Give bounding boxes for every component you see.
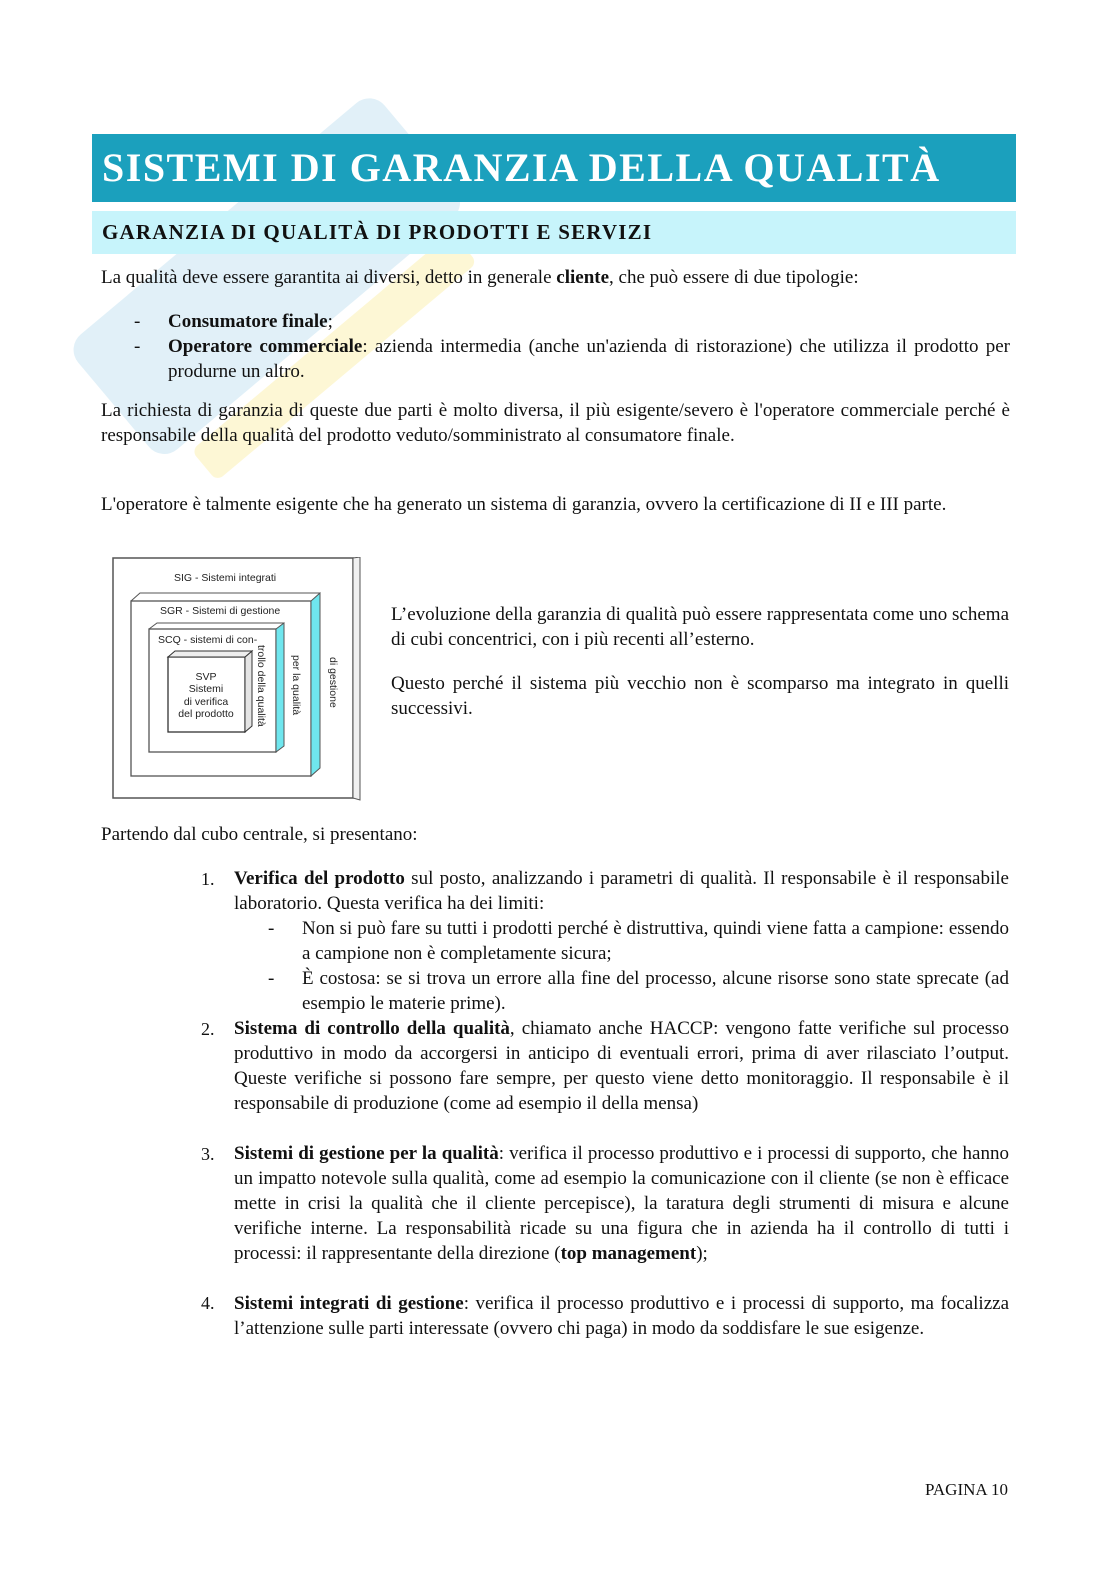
page-title: SISTEMI DI GARANZIA DELLA QUALITÀ (92, 134, 1016, 202)
scq-label: SCQ - sistemi di con- (158, 634, 258, 646)
intro-paragraph: La qualità deve essere garantita ai diversi, detto in generale cliente, che può essere di due tipologie: (101, 267, 859, 288)
list-number: 3. (201, 1144, 215, 1164)
bullet-consumer: Consumatore finale; (168, 311, 333, 332)
sub-bullet-marker: - (268, 918, 275, 939)
list-number: 4. (201, 1293, 215, 1313)
svp-label-3: di verifica (183, 696, 229, 708)
list-item-management-systems: Sistemi di gestione per la qualità: verifica il processo produttivo e i processi di supporto, che hanno un impatto notevole sulla qualità, come ad esempio la comunicazione con il cliente (se non è efficace mette in crisi la qualità che il cliente percepisce), la taratura degli strumenti di misura e alcune verifiche interne. La responsabilità ricade su una figura che in azienda ha il controllo di tutti i processi: il rappresentante della direzione (top management); (234, 1143, 1009, 1264)
svp-label-2: Sistemi (188, 683, 224, 695)
sgr-label: SGR - Sistemi di gestione (160, 605, 281, 617)
bullet-operator: Operatore commerciale: azienda intermedia (anche un'azienda di ristorazione) che utilizza il prodotto per produrne un altro. (168, 336, 1010, 382)
sig-label: SIG - Sistemi integrati (174, 572, 277, 584)
diagram-description: L’evoluzione della garanzia di qualità può essere rappresentata come uno schema di cubi concentrici, con i più recenti all’esterno. (391, 604, 1009, 650)
list-intro: Partendo dal cubo centrale, si presentano: (101, 824, 418, 845)
list-item-product-check: Verifica del prodotto sul posto, analizzando i parametri di qualità. Il responsabile è il responsabile laboratorio. Questa verifica ha dei limiti: (234, 868, 1009, 914)
section-title: GARANZIA DI QUALITÀ DI PRODOTTI E SERVIZI (92, 211, 1016, 254)
sgr-side-label: per la qualità (290, 655, 302, 716)
sig-side-label: di gestione (327, 657, 339, 708)
paragraph-request: La richiesta di garanzia di queste due parti è molto diversa, il più esigente/severo è l'operatore commerciale perché è responsabile della qualità del prodotto veduto/somministrato al consumatore finale. (101, 400, 1010, 446)
scq-side-label: trollo della qualità (255, 645, 267, 727)
list-number: 2. (201, 1019, 215, 1039)
page-number: PAGINA 10 (925, 1480, 1008, 1499)
concentric-cubes-diagram (112, 557, 362, 801)
bullet-marker: - (134, 311, 141, 332)
sub-item-destructive: Non si può fare su tutti i prodotti perché è distruttiva, quindi viene fatta a campione: essendo a campione non è completamente sicura; (302, 918, 1009, 964)
bullet-marker: - (134, 336, 141, 357)
list-item-quality-control: Sistema di controllo della qualità, chiamato anche HACCP: vengono fatte verifiche sul processo produttivo in modo da accorgersi in anticipo di eventuali errori, prima di aver rilasciato l’output. Queste verifiche si possono fare sempre, per questo viene detto monitoraggio. Il responsabile è il responsabile di produzione (come ad esempio il della mensa) (234, 1018, 1009, 1114)
sub-bullet-marker: - (268, 968, 275, 989)
list-number: 1. (201, 869, 215, 889)
sub-item-costly: È costosa: se si trova un errore alla fine del processo, alcune risorse sono state sprecate (ad esempio le materie prime). (302, 968, 1009, 1014)
diagram-explanation: Questo perché il sistema più vecchio non è scomparso ma integrato in quelli successivi. (391, 673, 1009, 719)
list-item-integrated-systems: Sistemi integrati di gestione: verifica il processo produttivo e i processi di supporto, ma focalizza l’attenzione sulle parti interessate (ovvero chi paga) in modo da soddisfare le sue esigenze. (234, 1293, 1009, 1339)
svp-label-4: del prodotto (178, 708, 234, 720)
paragraph-operator: L'operatore è talmente esigente che ha generato un sistema di garanzia, ovvero la certificazione di II e III parte. (101, 494, 947, 515)
svp-label-1: SVP (195, 671, 217, 683)
